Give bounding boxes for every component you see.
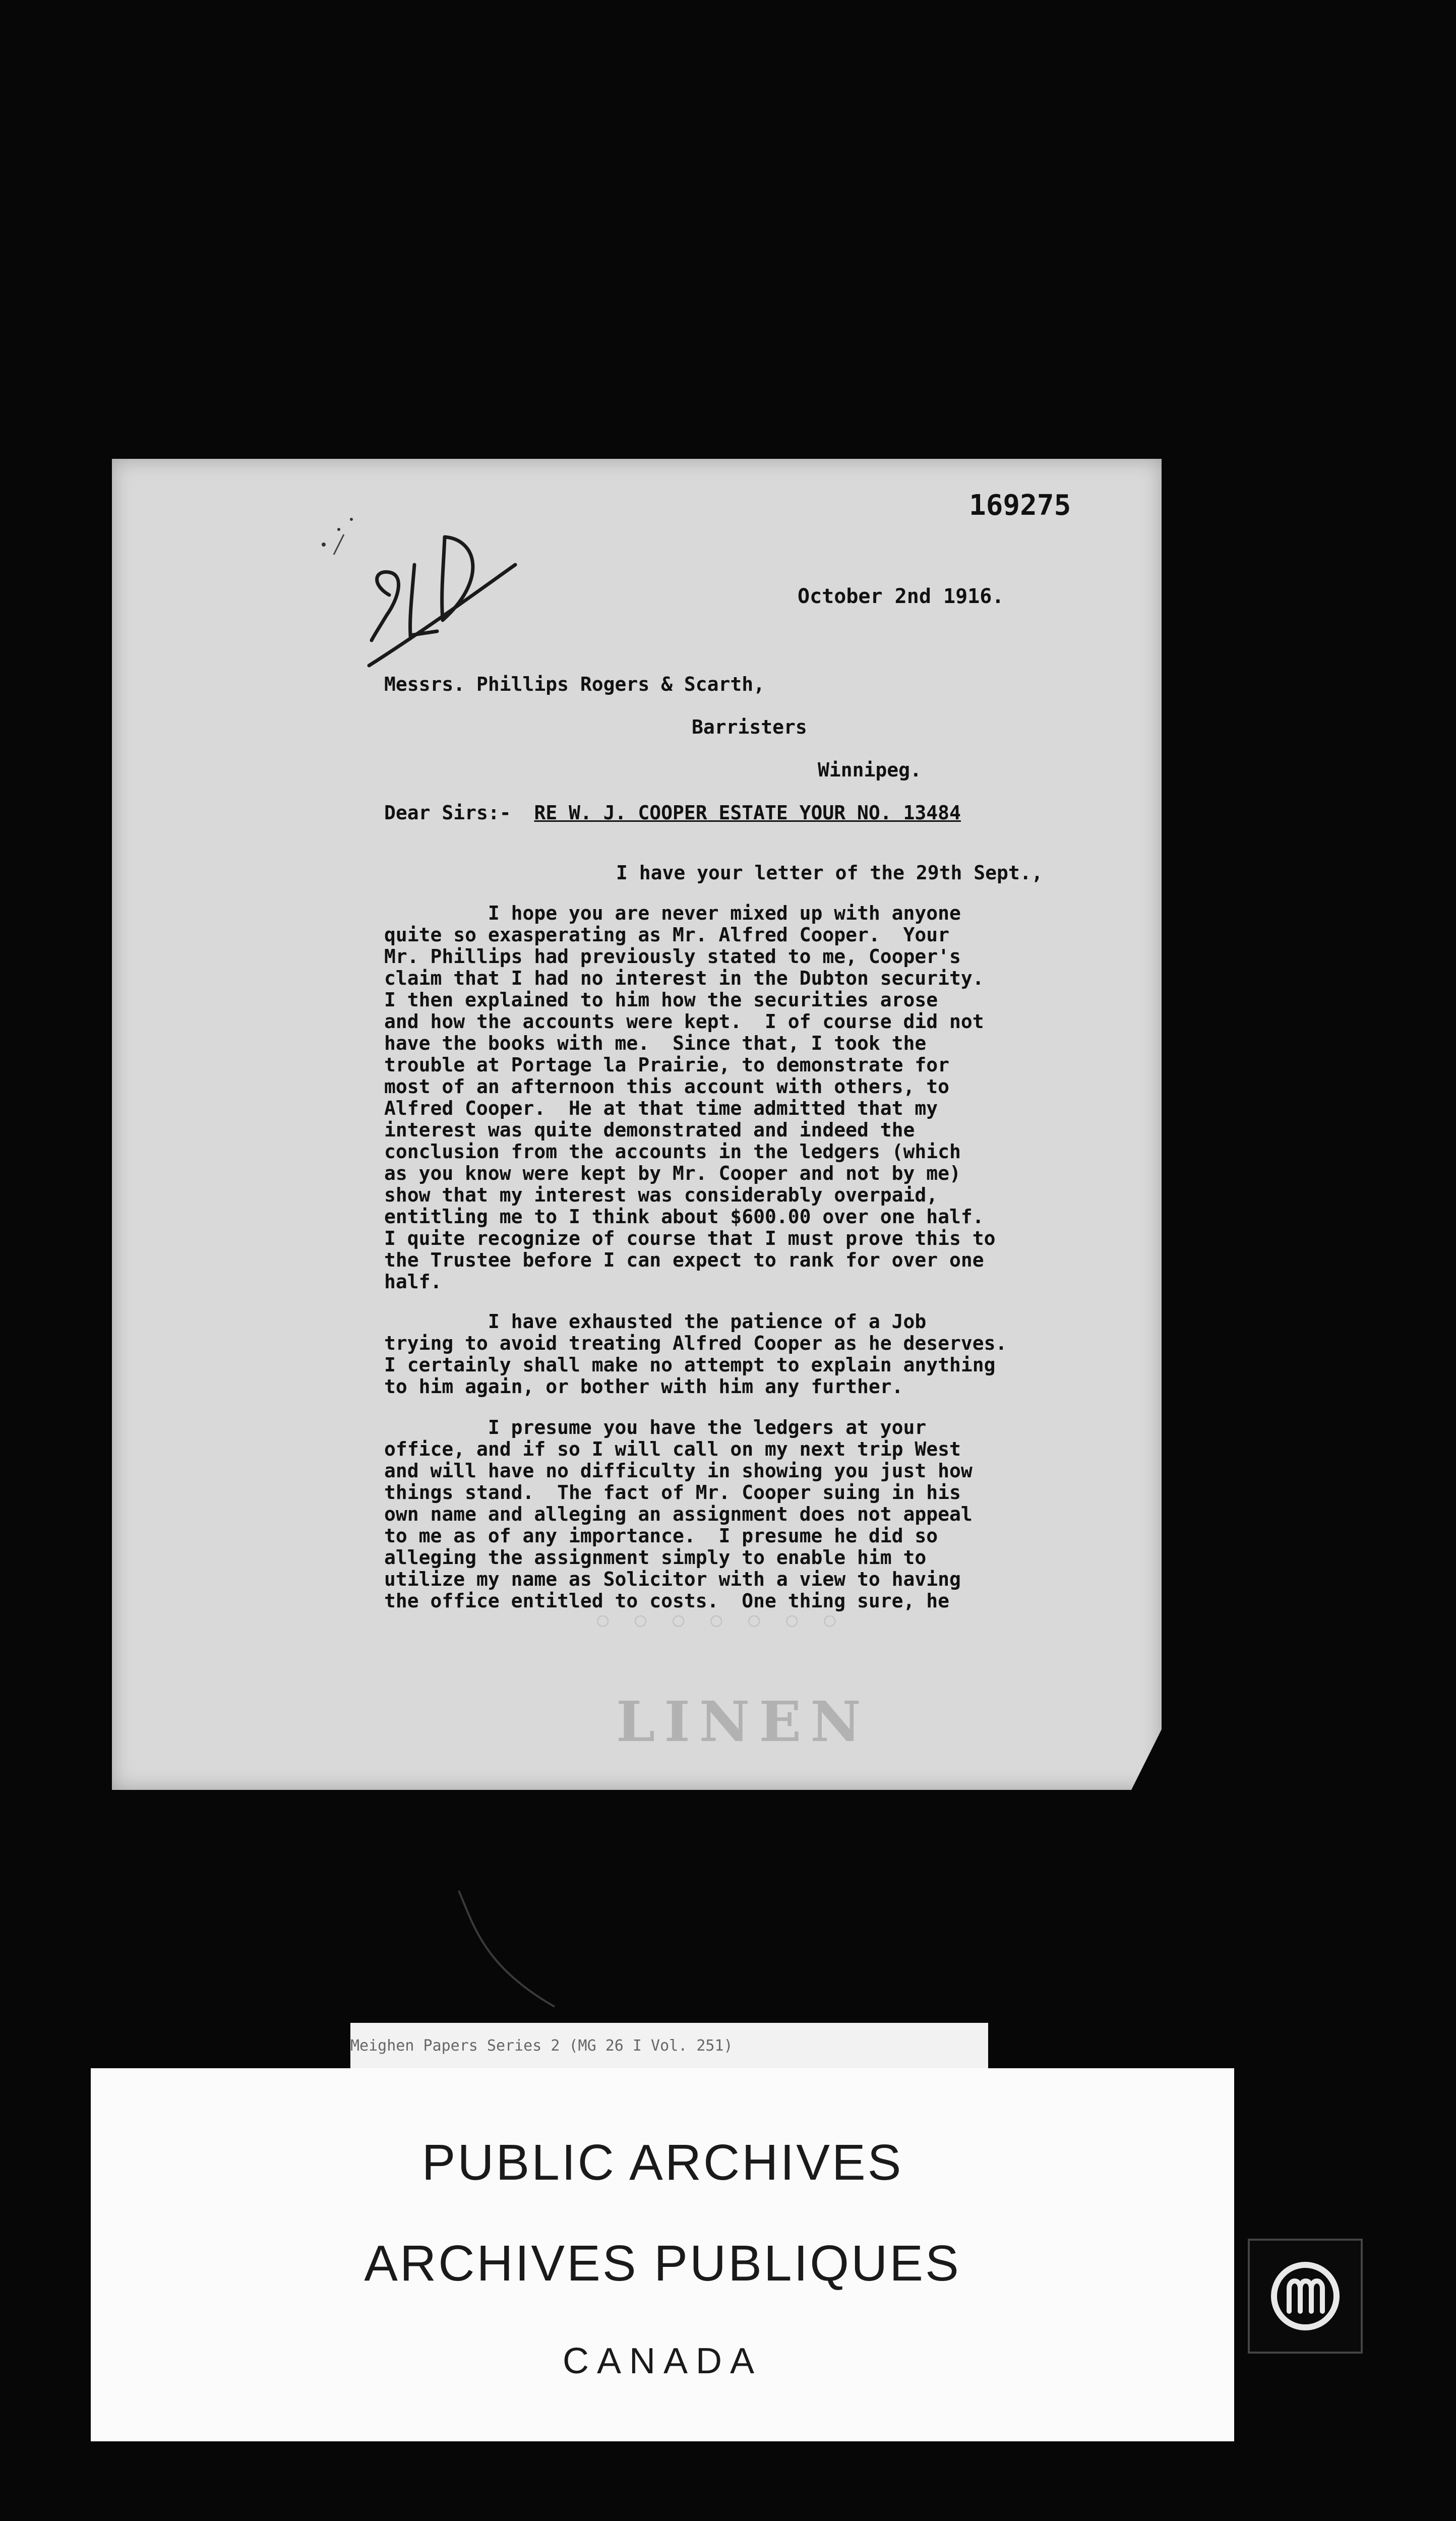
page-corner-tear [1131, 1729, 1162, 1790]
addressee-line-2: Barristers [692, 716, 807, 738]
archives-logo-icon [1248, 2239, 1363, 2354]
archives-label-line-1: PUBLIC ARCHIVES [421, 2134, 903, 2191]
paragraph-1-text: I have your letter of the 29th Sept., [616, 862, 1043, 884]
addressee-line-1: Messrs. Phillips Rogers & Scarth, [384, 673, 765, 695]
archives-logo-emblem-icon [1250, 2241, 1361, 2352]
document-number: 169275 [969, 489, 1071, 522]
paragraph-3: I have exhausted the patience of a Job trying to avoid treating Alfred Cooper as he deserves. I certainly shall make no attempt to explain anything to him again, or bother with him any further. [384, 1310, 1007, 1398]
paper-watermark: LINEN [616, 1689, 870, 1754]
salutation-line [384, 802, 961, 824]
re-line: RE W. J. COOPER ESTATE YOUR NO. 13484 [534, 802, 961, 824]
archives-label [91, 2068, 1234, 2441]
watermark-upper-decoration: ◦ ◦ ◦ ◦ ◦ ◦ ◦ [591, 1598, 842, 1646]
addressee-line-3: Winnipeg. [818, 759, 922, 781]
paragraph-4: I presume you have the ledgers at your office, and if so I will call on my next trip West and will have no difficulty in showing you just how things stand. The fact of Mr. Cooper suing in his own name and alleging an assignment does not appeal to me as of any importance. I presume he did so alleging the assignment simply to enable him to utilize my name as Solicitor with a view to having the office entitled to costs. One thing sure, he [384, 1416, 973, 1612]
film-scratch [454, 1886, 565, 2017]
paragraph-1 [616, 862, 1043, 884]
letter-date: October 2nd 1916. [798, 585, 1004, 608]
archives-label-line-3: CANADA [562, 2341, 763, 2381]
salutation: Dear Sirs:- [384, 802, 511, 824]
handwritten-mark [324, 509, 525, 691]
source-tag-text: Meighen Papers Series 2 (MG 26 I Vol. 251) [350, 2037, 733, 2055]
paragraph-2: I hope you are never mixed up with anyone quite so exasperating as Mr. Alfred Cooper. Your Mr. Phillips had previously stated to me, Cooper's claim that I had no interest in the Dubton security. I then explained to him how the securities arose and how the accounts were kept. I of course did not have the books with me. Since that, I took the trouble at Portage la Prairie, to demonstrate for most of an afternoon this account with others, to Alfred Cooper. He at that time admitted that my interest was quite demonstrated and indeed the conclusion from the accounts in the ledgers (which as you know were kept by Mr. Cooper and not by me) show that my interest was considerably overpaid, entitling me to I think about $600.00 over one half. I quite recognize of course that I must prove this to the Trustee before I can expect to rank for over one half. [384, 902, 996, 1293]
source-tag [350, 2023, 988, 2068]
letter-page [112, 459, 1162, 1790]
archives-label-line-2: ARCHIVES PUBLIQUES [364, 2235, 961, 2292]
